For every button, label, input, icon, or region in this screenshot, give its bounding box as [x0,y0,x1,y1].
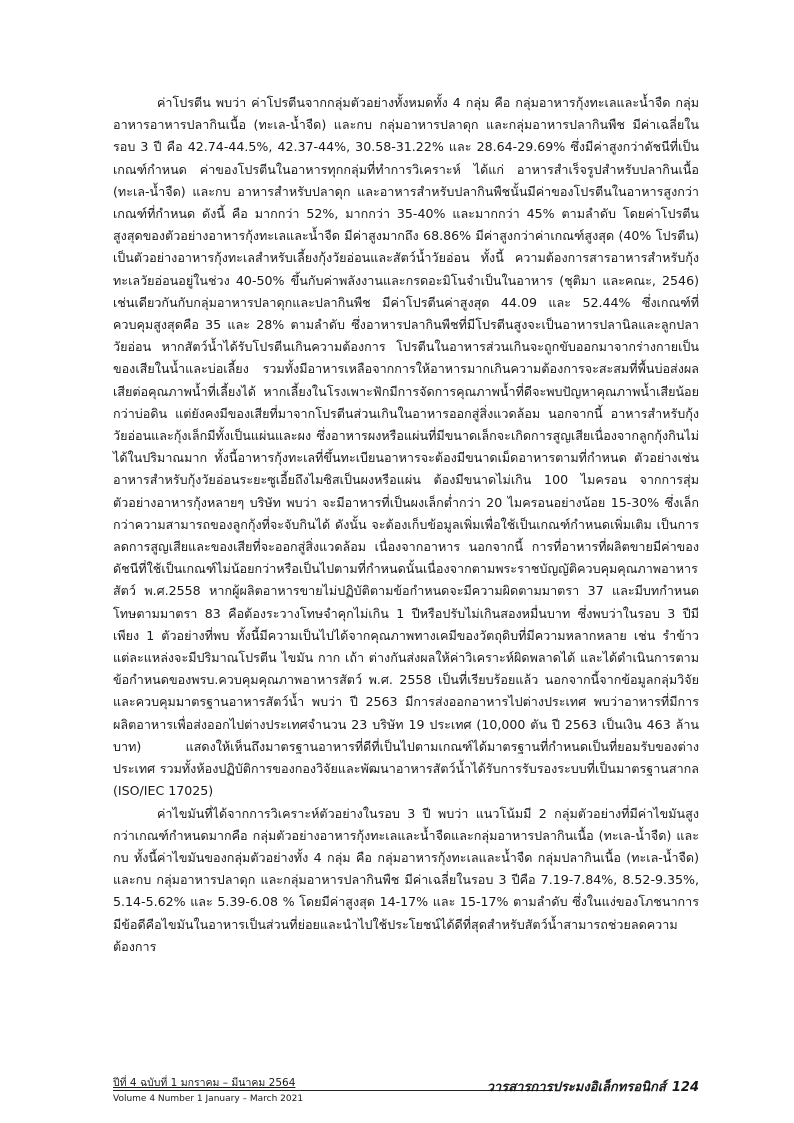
document-body [113,92,699,958]
footer-issue-thai: ปีที่ 4 ฉบับที่ 1 มกราคม – มีนาคม 2564 [113,1077,296,1089]
footer-journal-name: วารสารการประมงอิเล็กทรอนิกส์ [486,1080,666,1095]
paragraph-fat: ค่าไขมันที่ได้จากการวิเคราะห์ตัวอย่างในรอบ 3 ปี พบว่า แนวโน้มมี 2 กลุ่มตัวอย่างที่มีค่าไขมันสูงกว่าเกณฑ์กำหนดมากคือ กลุ่มตัวอย่างอาหารกุ้งทะเลและน้ำจืดและกลุ่มอาหารปลากินเนื้อ (ทะเล-น้ำจืด) และกบ ทั้งนี้ค่าไขมันของกลุ่มตัวอย่างทั้ง 4 กลุ่ม คือ กลุ่มอาหารกุ้งทะเลและน้ำจืด กลุ่มปลากินเนื้อ (ทะเล-น้ำจืด) และกบ กลุ่มอาหารปลาดุก และกลุ่มอาหารปลากินพืช มีค่าเฉลี่ยในรอบ 3 ปีคือ 7.19-7.84%, 8.52-9.35%, 5.14-5.62% และ 5.39-6.08 % โดยมีค่าสูงสุด 14-17% และ 15-17% ตามลำดับ ซึ่งในแง่ของโภชนาการมีข้อดีคือไขมันในอาหารเป็นส่วนที่ย่อยและนำไปใช้ประโยชน์ได้ดีที่สุดสำหรับสัตว์น้ำสามารถช่วยลดความต้องการ [113,805,699,954]
footer-journal [487,1076,699,1097]
footer-issue-english: Volume 4 Number 1 January – March 2021 [113,1094,304,1104]
paragraph-protein: ค่าโปรตีน พบว่า ค่าโปรตีนจากกลุ่มตัวอย่างทั้งหมดทั้ง 4 กลุ่ม คือ กลุ่มอาหารกุ้งทะเลและน้ำจืด กลุ่มอาหารอาหารปลากินเนื้อ (ทะเล-น้ำจืด) และกบ กลุ่มอาหารปลาดุก และกลุ่มอาหารปลากินพืช มีค่าเฉลี่ยในรอบ 3 ปี คือ 42.74-44.5%, 42.37-44%, 30.58-31.22% และ 28.64-29.69% ซึ่งมีค่าสูงกว่าดัชนีที่เป็นเกณฑ์กำหนด ค่าของโปรตีนในอาหารทุกกลุ่มที่ทำการวิเคราะห์ ได้แก่ อาหารสำเร็จรูปสำหรับปลากินเนื้อ (ทะเล-น้ำจืด) และกบ อาหารสำหรับปลาดุก และอาหารสำหรับปลากินพืชนั้นมีค่าของโปรตีนในอาหารสูงกว่าเกณฑ์ที่กำหนด ดังนี้ คือ มากกว่า 52%, มากกว่า 35-40% และมากกว่า 45% ตามลำดับ โดยค่าโปรตีนสูงสุดของตัวอย่างอาหารกุ้งทะเลและน้ำจืด มีค่าสูงมากถึง 68.86% มีค่าสูงกว่าค่าเกณฑ์สูงสุด (40% โปรตีน) เป็นตัวอย่างอาหารกุ้งทะเลสำหรับเลี้ยงกุ้งวัยอ่อนและสัตว์น้ำวัยอ่อน ทั้งนี้ ความต้องการสารอาหารสำหรับกุ้งทะเลวัยอ่อนอยู่ในช่วง 40-50% ขึ้นกับค่าพลังงานและกรดอะมิโนจำเป็นในอาหาร (ชุติมา และคณะ, 2546) เช่นเดียวกันกับกลุ่มอาหารปลาดุกและปลากินพืช มีค่าโปรตีนค่าสูงสุด 44.09 และ 52.44% ซึ่งเกณฑ์ที่ควบคุมสูงสุดคือ 35 และ 28% ตามลำดับ ซึ่งอาหารปลากินพืชที่มีโปรตีนสูงจะเป็นอาหารปลานิลและลูกปลาวัยอ่อน หากสัตว์น้ำได้รับโปรตีนเกินความต้องการ โปรตีนในอาหารส่วนเกินจะถูกขับออกมาจากร่างกายเป็นของเสียในน้ำและบ่อเลี้ยง รวมทั้งมีอาหารเหลือจากการให้อาหารมากเกินความต้องการจะสะสมที่พื้นบ่อส่งผลเสียต่อคุณภาพน้ำที่เลี้ยงได้ หากเลี้ยงในโรงเพาะฟักมีการจัดการคุณภาพน้ำที่ดีจะพบปัญหาคุณภาพน้ำเสียน้อยกว่าบ่อดิน แต่ยังคงมีของเสียที่มาจากโปรตีนส่วนเกินในอาหารออกสู่สิ่งแวดล้อม นอกจากนี้ อาหารสำหรับกุ้งวัยอ่อนและกุ้งเล็กมีทั้งเป็นแผ่นและผง ซึ่งอาหารผงหรือแผ่นที่มีขนาดเล็กจะเกิดการสูญเสียเนื่องจากลูกกุ้งกินไม่ได้ในปริมาณมาก ทั้งนี้อาหารกุ้งทะเลที่ขึ้นทะเบียนอาหารจะต้องมีขนาดเม็ดอาหารตามที่กำหนด ตัวอย่างเช่น อาหารสำหรับกุ้งวัยอ่อนระยะซูเอี้ยถึงไมซิสเป็นผงหรือแผ่น ต้องมีขนาดไม่เกิน 100 ไมครอน จากการสุ่มตัวอย่างอาหารกุ้งหลายๆ บริษัท พบว่า จะมีอาหารที่เป็นผงเล็กต่ำกว่า 20 ไมครอนอย่างน้อย 15-30% ซึ่งเล็กกว่าความสามารถของลูกกุ้งที่จะจับกินได้ ดังนั้น จะต้องเก็บข้อมูลเพิ่มเพื่อใช้เป็นเกณฑ์กำหนดเพิ่มเติม เป็นการลดการสูญเสียและของเสียที่จะออกสู่สิ่งแวดล้อม เนื่องจากอาหาร นอกจากนี้ การที่อาหารที่ผลิตขายมีค่าของดัชนีที่ใช้เป็นเกณฑ์ไม่น้อยกว่าหรือเป็นไปตามที่กำหนดนั้นเนื่องจากตามพระราชบัญญัติควบคุมคุณภาพอาหารสัตว์ พ.ศ.2558 หากผู้ผลิตอาหารขายไม่ปฏิบัติตามข้อกำหนดจะมีความผิดตามมาตรา 37 และมีบทกำหนดโทษตามมาตรา 83 คือต้องระวางโทษจำคุกไม่เกิน 1 ปีหรือปรับไม่เกินสองหมื่นบาท ซึ่งพบว่าในรอบ 3 ปีมีเพียง 1 ตัวอย่างที่พบ ทั้งนี้มีความเป็นไปได้จากคุณภาพทางเคมีของวัตถุดิบที่มีความหลากหลาย เช่น รำข้าวแต่ละแหล่งจะมีปริมาณโปรตีน ไขมัน กาก เถ้า ต่างกันส่งผลให้ค่าวิเคราะห์ผิดพลาดได้ และได้ดำเนินการตามข้อกำหนดของพรบ.ควบคุมคุณภาพอาหารสัตว์ พ.ศ. 2558 เป็นที่เรียบร้อยแล้ว นอกจากนี้จากข้อมูลกลุ่มวิจัยและควบคุมมาตรฐานอาหารสัตว์น้ำ พบว่า ปี 2563 มีการส่งออกอาหารไปต่างประเทศ พบว่าอาหารที่มีการผลิตอาหารเพื่อส่งออกไปต่างประเทศจำนวน 23 บริษัท 19 ประเทศ (10,000 ตัน ปี 2563 เป็นเงิน 463 ล้านบาท) แสดงให้เห็นถึงมาตรฐานอาหารที่ดีที่เป็นไปตามเกณฑ์ได้มาตรฐานที่กำหนดเป็นที่ยอมรับของต่างประเทศ รวมทั้งห้องปฏิบัติการของกองวิจัยและพัฒนาอาหารสัตว์น้ำได้รับการรับรองระบบที่เป็นมาตรฐานสากล (ISO/IEC 17025) [113,95,699,799]
footer-page-number: 124 [671,1080,699,1095]
